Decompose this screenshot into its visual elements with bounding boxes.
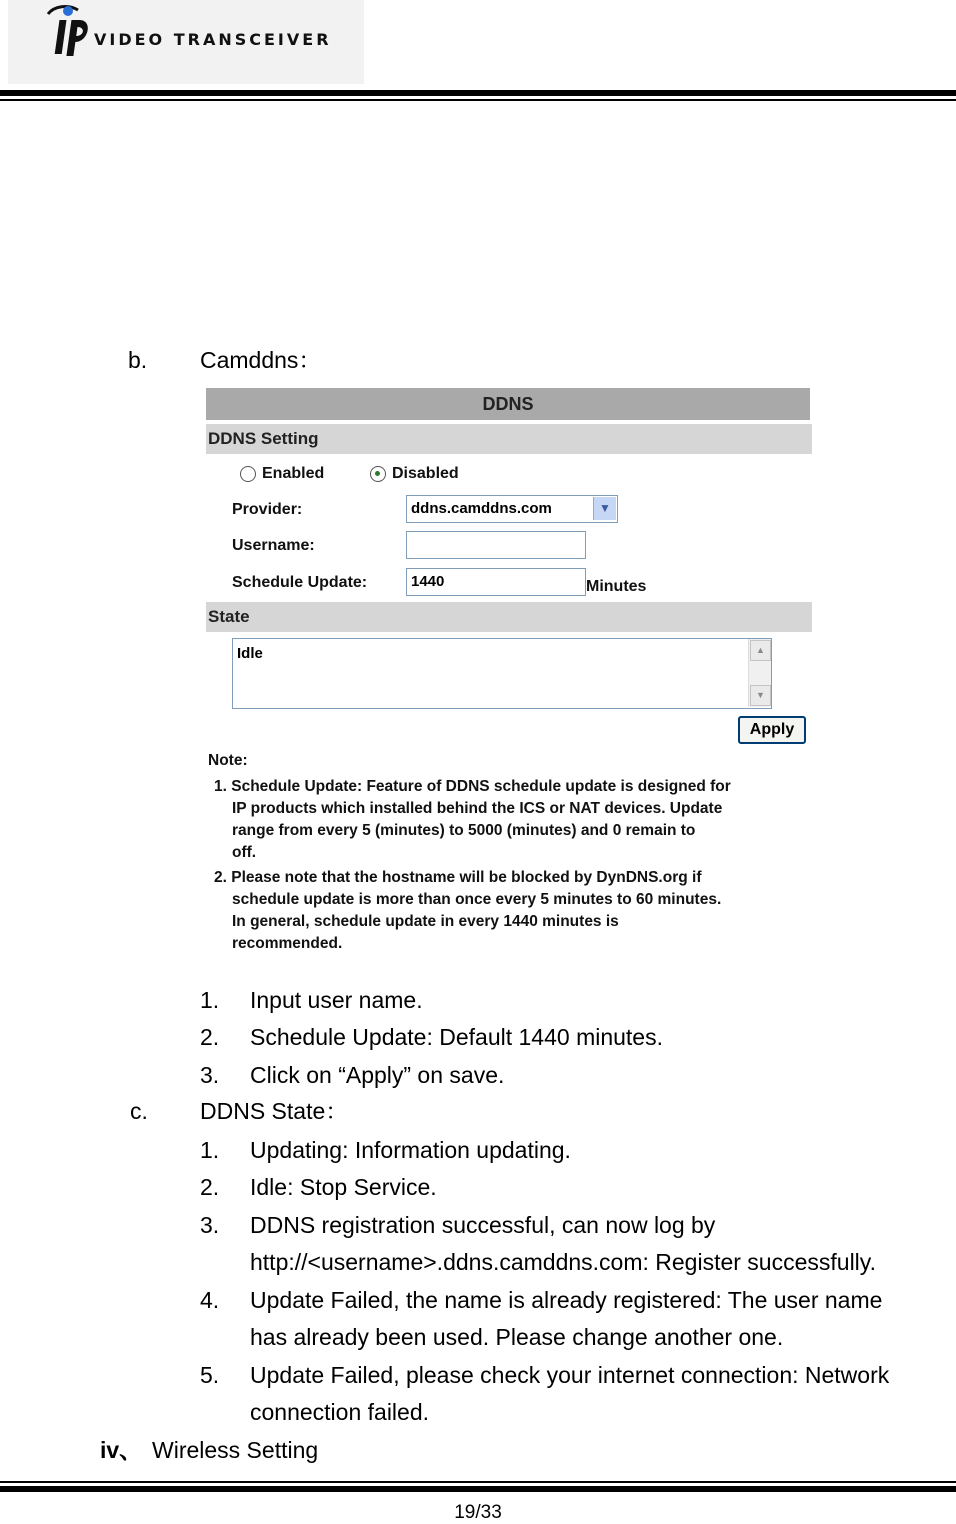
ddns-panel	[206, 388, 810, 970]
header-rule	[0, 90, 956, 96]
state-value: Idle	[237, 645, 263, 662]
state-number: 3.	[200, 1212, 220, 1238]
section-iv-title: Wireless Setting	[152, 1437, 319, 1463]
radio-disabled-label: Disabled	[392, 465, 459, 482]
ddns-setting-header: DDNS Setting	[206, 424, 812, 454]
state-header: State	[206, 602, 812, 632]
scroll-down-icon[interactable]: ▼	[750, 685, 771, 706]
state-text: Update Failed, please check your internet connection: Network	[250, 1362, 890, 1388]
note-line: range from every 5 (minutes) to 5000 (minutes) and 0 remain to	[232, 822, 696, 839]
provider-value: ddns.camddns.com	[411, 500, 552, 517]
step-text: Input user name.	[250, 987, 423, 1013]
header-rule-thin	[0, 99, 956, 101]
state-number: 1.	[200, 1137, 220, 1163]
ip-logo-icon	[44, 2, 96, 60]
note-line: schedule update is more than once every 5 minutes to 60 minutes.	[232, 891, 722, 908]
chevron-down-icon[interactable]: ▼	[593, 497, 616, 520]
section-iv-marker: iv、	[100, 1437, 143, 1463]
note-line: 2. Please note that the hostname will be blocked by DynDNS.org if	[214, 869, 702, 886]
state-text: has already been used. Please change another one.	[250, 1324, 784, 1350]
note-line: In general, schedule update in every 1440 minutes is	[232, 913, 619, 930]
apply-button[interactable]: Apply	[738, 716, 806, 744]
radio-enabled-label: Enabled	[262, 465, 325, 482]
note-line: 1. Schedule Update: Feature of DDNS schedule update is designed for	[214, 778, 731, 795]
state-number: 5.	[200, 1362, 220, 1388]
provider-select[interactable]	[406, 495, 618, 523]
schedule-update-value: 1440	[411, 573, 445, 590]
schedule-unit: Minutes	[586, 578, 647, 595]
note-line: off.	[232, 844, 257, 861]
schedule-update-input[interactable]	[406, 568, 586, 596]
radio-enabled[interactable]	[240, 466, 256, 482]
username-label: Username:	[232, 537, 315, 554]
state-textarea[interactable]	[232, 638, 772, 709]
state-number: 4.	[200, 1287, 220, 1313]
state-text: connection failed.	[250, 1399, 430, 1425]
section-c-title: DDNS State：	[200, 1098, 349, 1124]
state-text: Updating: Information updating.	[250, 1137, 571, 1163]
scroll-up-icon[interactable]: ▲	[750, 640, 771, 661]
state-text: Idle: Stop Service.	[250, 1174, 437, 1200]
note-line: IP products which installed behind the ICS or NAT devices. Update	[232, 800, 723, 817]
section-b-title: Camddns：	[200, 347, 322, 373]
username-input[interactable]	[406, 531, 586, 559]
provider-label: Provider:	[232, 501, 303, 518]
footer-rule-thin	[0, 1481, 956, 1483]
step-number: 2.	[200, 1024, 220, 1050]
step-text: Click on “Apply” on save.	[250, 1062, 505, 1088]
logo-brand-text: VIDEO TRANSCEIVER	[94, 30, 332, 49]
step-number: 3.	[200, 1062, 220, 1088]
section-b-marker: b.	[128, 347, 148, 373]
note-line: recommended.	[232, 935, 343, 952]
schedule-update-label: Schedule Update:	[232, 574, 368, 591]
note-title: Note:	[208, 752, 248, 769]
state-text: http://<username>.ddns.camddns.com: Register successfully.	[250, 1249, 876, 1275]
page-number: 19/33	[454, 1502, 502, 1523]
section-c-marker: c.	[130, 1098, 148, 1124]
state-text: Update Failed, the name is already registered: The user name	[250, 1287, 883, 1313]
radio-disabled[interactable]	[370, 466, 386, 482]
state-text: DDNS registration successful, can now log by	[250, 1212, 716, 1238]
ddns-title: DDNS	[206, 388, 810, 420]
state-scrollbar[interactable]	[748, 639, 771, 707]
step-number: 1.	[200, 987, 220, 1013]
footer-rule	[0, 1486, 956, 1492]
state-number: 2.	[200, 1174, 220, 1200]
step-text: Schedule Update: Default 1440 minutes.	[250, 1024, 663, 1050]
logo	[8, 0, 364, 84]
